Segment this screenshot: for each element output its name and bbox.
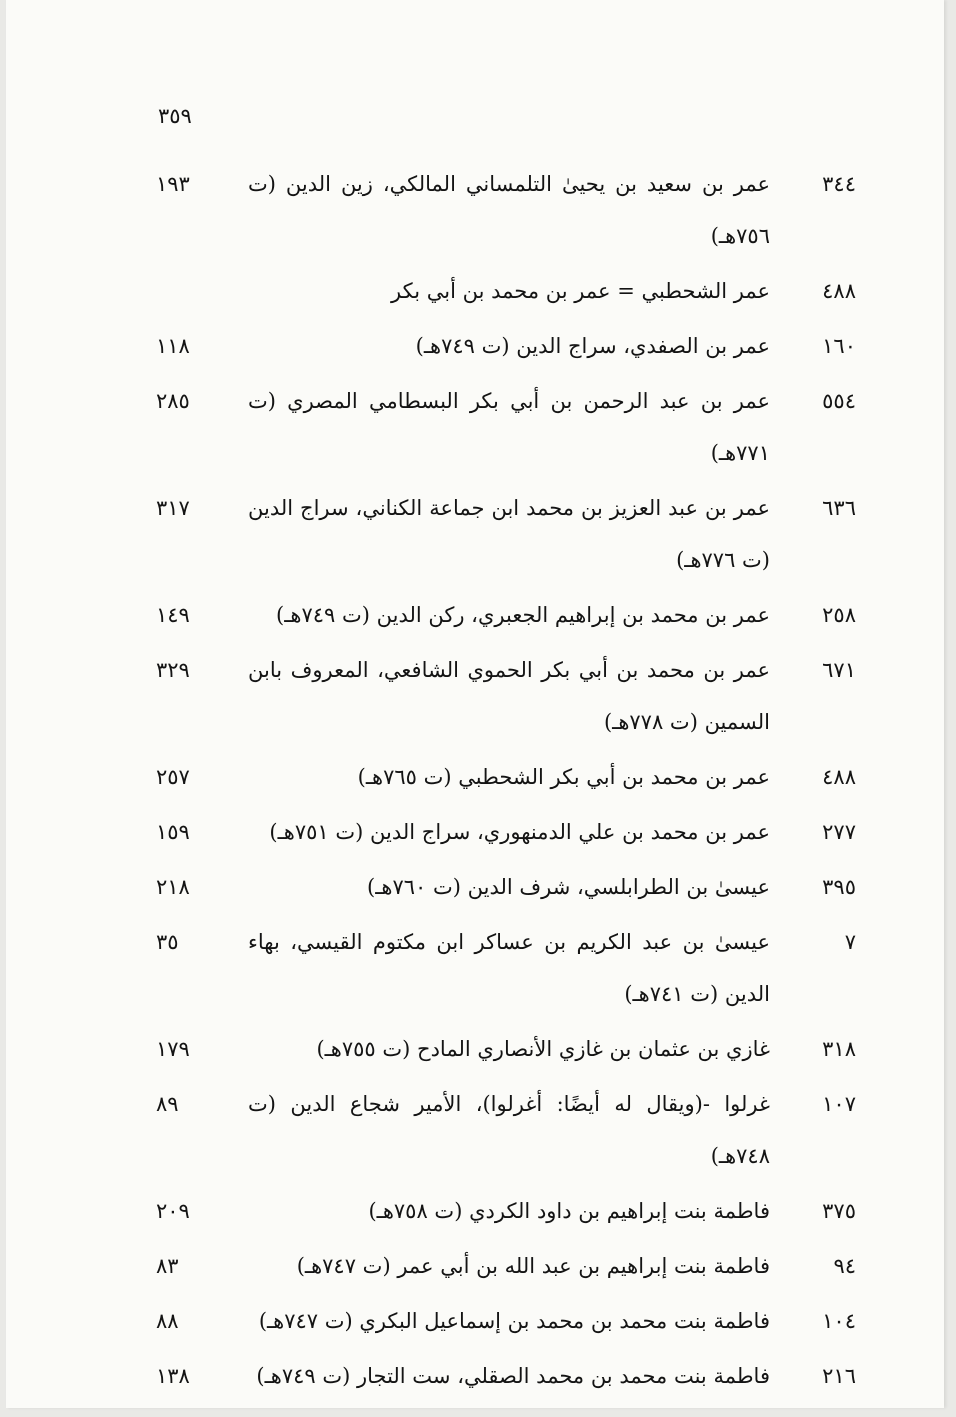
entry-page-ref: ٢٥٧ (156, 765, 190, 789)
entry-page-ref: ١٤٩ (156, 603, 190, 627)
entry-number: ٢٥٨ (822, 603, 856, 627)
index-entry (156, 320, 856, 372)
index-entry (156, 589, 856, 641)
entry-page-ref: ٣١٧ (156, 496, 190, 520)
index-entry (156, 751, 856, 803)
entry-page-ref: ٨٣ (156, 1254, 179, 1278)
entry-page-ref: ١٩٣ (156, 172, 190, 196)
entry-text: فاطمة بنت محمد بن محمد بن إسماعيل البكري (ت ٧٤٧هـ) (258, 1309, 770, 1333)
book-page (6, 0, 944, 1408)
entry-text: عمر بن عبد العزيز بن محمد ابن جماعة الكناني، سراج الدين (ت ٧٧٦هـ) (248, 496, 770, 572)
index-entry (156, 482, 856, 586)
entry-page-ref: ١٥٩ (156, 820, 190, 844)
entry-number: ٤٨٨ (822, 765, 856, 789)
entry-text: عمر بن محمد بن أبي بكر الحموي الشافعي، المعروف بابن السمين (ت ٧٧٨هـ) (248, 658, 770, 734)
index-list (156, 158, 856, 1405)
entry-page-ref: ١١٨ (156, 334, 190, 358)
entry-number: ٢١٦ (822, 1364, 856, 1388)
entry-text: غازي بن عثمان بن غازي الأنصاري المادح (ت ٧٥٥هـ) (316, 1037, 770, 1061)
entry-number: ٩٤ (833, 1254, 856, 1278)
entry-number: ٣٧٥ (822, 1199, 856, 1223)
index-entry (156, 861, 856, 913)
entry-text: عيسىٰ بن عبد الكريم بن عساكر ابن مكتوم القيسي، بهاء الدين (ت ٧٤١هـ) (248, 930, 770, 1006)
entry-page-ref: ٢٨٥ (156, 389, 190, 413)
index-entry (156, 375, 856, 479)
index-entry (156, 1023, 856, 1075)
entry-page-ref: ٨٨ (156, 1309, 179, 1333)
page-number: ٣٥٩ (158, 104, 192, 128)
entry-page-ref: ٢٠٩ (156, 1199, 190, 1223)
entry-number: ١٠٤ (822, 1309, 856, 1333)
entry-number: ٣١٨ (822, 1037, 856, 1061)
entry-page-ref: ٨٩ (156, 1092, 179, 1116)
index-entry (156, 158, 856, 262)
entry-number: ٣٩٥ (822, 875, 856, 899)
index-entry (156, 806, 856, 858)
entry-text: عمر بن سعيد بن يحيىٰ التلمساني المالكي، زين الدين (ت ٧٥٦هـ) (248, 172, 770, 248)
index-entry (156, 1295, 856, 1347)
entry-text: فاطمة بنت إبراهيم بن داود الكردي (ت ٧٥٨هـ) (368, 1199, 770, 1223)
entry-page-ref: ٢١٨ (156, 875, 190, 899)
entry-number: ٣٤٤ (822, 172, 856, 196)
entry-page-ref: ١٣٨ (156, 1364, 190, 1388)
entry-text: عيسىٰ بن الطرابلسي، شرف الدين (ت ٧٦٠هـ) (367, 875, 770, 899)
entry-page-ref: ١٧٩ (156, 1037, 190, 1061)
entry-number: ٥٥٤ (822, 389, 856, 413)
entry-text: عمر الشحطبي = عمر بن محمد بن أبي بكر (391, 279, 770, 303)
entry-page-ref: ٣٢٩ (156, 658, 190, 682)
entry-text: فاطمة بنت إبراهيم بن عبد الله بن أبي عمر (ت ٧٤٧هـ) (296, 1254, 770, 1278)
entry-number: ٦٣٦ (822, 496, 856, 520)
entry-text: عمر بن محمد بن أبي بكر الشحطبي (ت ٧٦٥هـ) (357, 765, 770, 789)
entry-page-ref: ٣٥ (156, 930, 179, 954)
entry-text: عمر بن عبد الرحمن بن أبي بكر البسطامي المصري (ت ٧٧١هـ) (248, 389, 770, 465)
entry-text: عمر بن محمد بن علي الدمنهوري، سراج الدين (ت ٧٥١هـ) (269, 820, 770, 844)
index-entry (156, 265, 856, 317)
entry-number: ٦٧١ (822, 658, 856, 682)
index-entry (156, 916, 856, 1020)
entry-text: فاطمة بنت محمد بن محمد الصقلي، ست التجار (ت ٧٤٩هـ) (256, 1364, 770, 1388)
entry-number: ١٦٠ (822, 334, 856, 358)
index-entry (156, 1078, 856, 1182)
entry-number: ٧ (844, 930, 856, 954)
entry-number: ١٠٧ (822, 1092, 856, 1116)
index-entry (156, 1240, 856, 1292)
entry-text: عمر بن الصفدي، سراج الدين (ت ٧٤٩هـ) (415, 334, 770, 358)
index-entry (156, 644, 856, 748)
entry-number: ٤٨٨ (822, 279, 856, 303)
entry-number: ٢٧٧ (822, 820, 856, 844)
index-entry (156, 1350, 856, 1402)
entry-text: غرلوا -(ويقال له أيضًا: أغرلوا)، الأمير شجاع الدين (ت ٧٤٨هـ) (248, 1092, 770, 1168)
entry-text: عمر بن محمد بن إبراهيم الجعبري، ركن الدين (ت ٧٤٩هـ) (276, 603, 770, 627)
index-entry (156, 1185, 856, 1237)
